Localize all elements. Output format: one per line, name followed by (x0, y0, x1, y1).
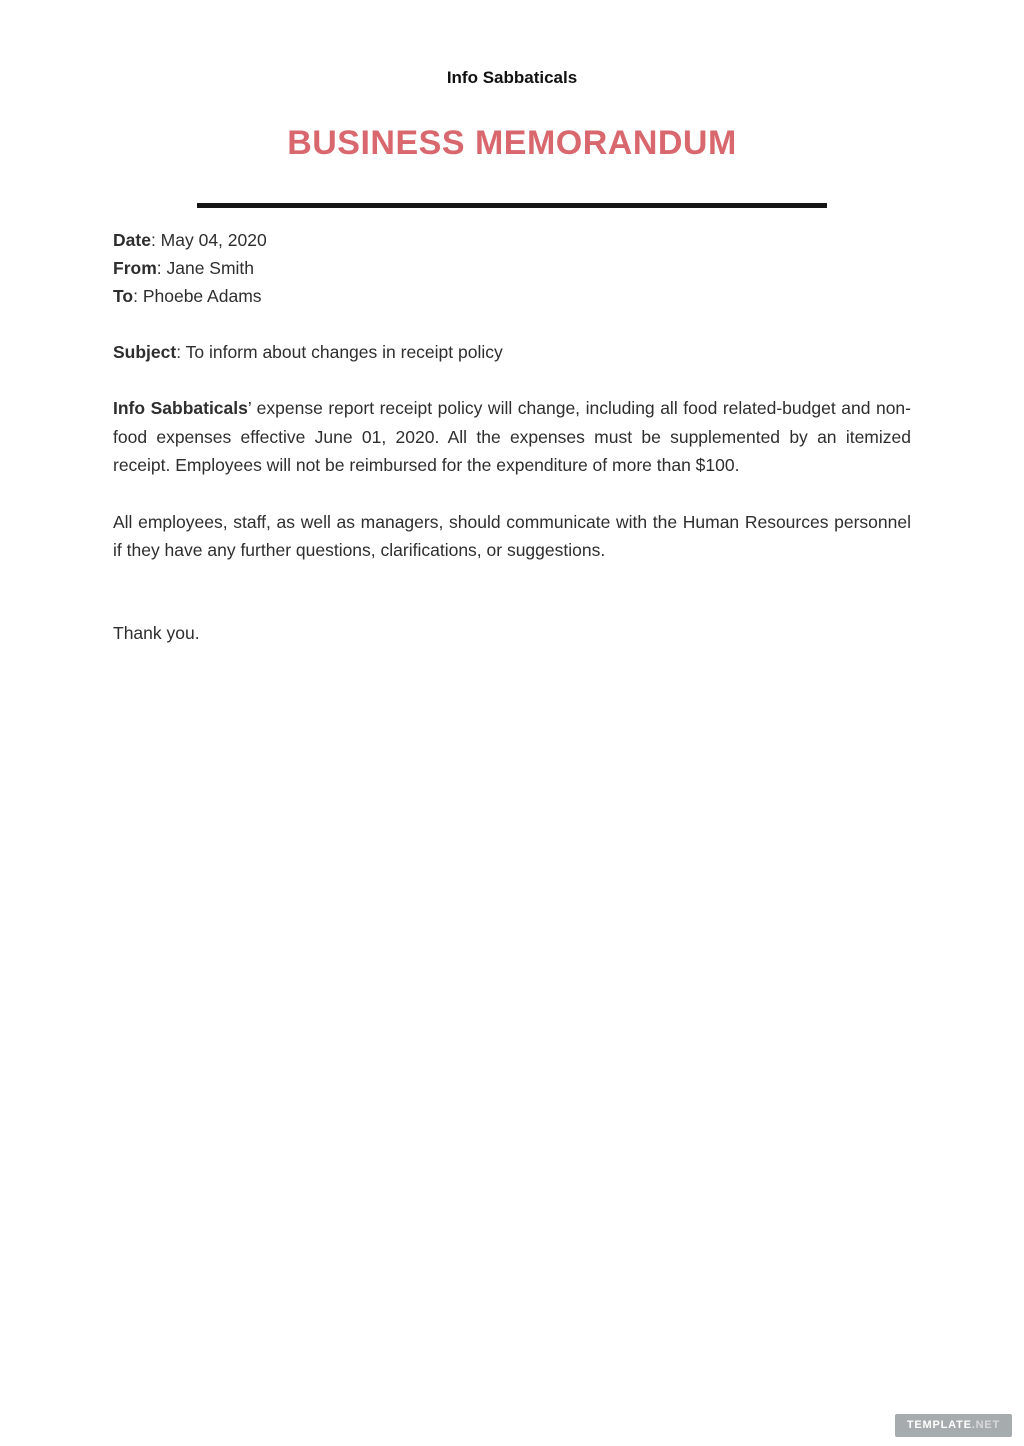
paragraph-1-rest: ’ expense report receipt policy will change, including all food related-budget and non-food expenses effective June 01, 2020. All the expenses must be supplemented by an itemized receipt. Employees will not be reimbursed for the expenditure of more than $100. (113, 398, 911, 475)
date-label: Date (113, 230, 151, 250)
date-value: : May 04, 2020 (150, 230, 267, 250)
watermark-brand-primary: TEMPLATE (906, 1419, 972, 1431)
to-label: To (113, 286, 134, 306)
subject-label: Subject (113, 342, 177, 362)
body-paragraph-2: All employees, staff, as well as managers, should communicate with the Human Resources personnel if they have any further questions, clarifications, or suggestions. (113, 511, 911, 560)
meta-line-to (113, 282, 911, 310)
meta-line-date (113, 226, 911, 254)
meta-line-from (113, 254, 911, 282)
from-value: : Jane Smith (156, 258, 255, 278)
body-paragraph-1 (113, 394, 911, 480)
watermark-badge (895, 1414, 1012, 1437)
to-value: : Phoebe Adams (133, 286, 262, 306)
memo-content (0, 68, 1024, 647)
title-divider (197, 203, 827, 208)
watermark-brand-secondary: .NET (971, 1419, 1000, 1431)
subject-line (113, 338, 911, 366)
from-label: From (113, 258, 157, 278)
subject-value: : To inform about changes in receipt policy (176, 342, 503, 362)
meta-block (113, 226, 911, 310)
closing-line: Thank you. (113, 622, 200, 643)
company-name: Info Sabbaticals (446, 68, 578, 87)
memo-title: BUSINESS MEMORANDUM (287, 124, 737, 162)
paragraph-1-lead: Info Sabbaticals (113, 398, 248, 418)
